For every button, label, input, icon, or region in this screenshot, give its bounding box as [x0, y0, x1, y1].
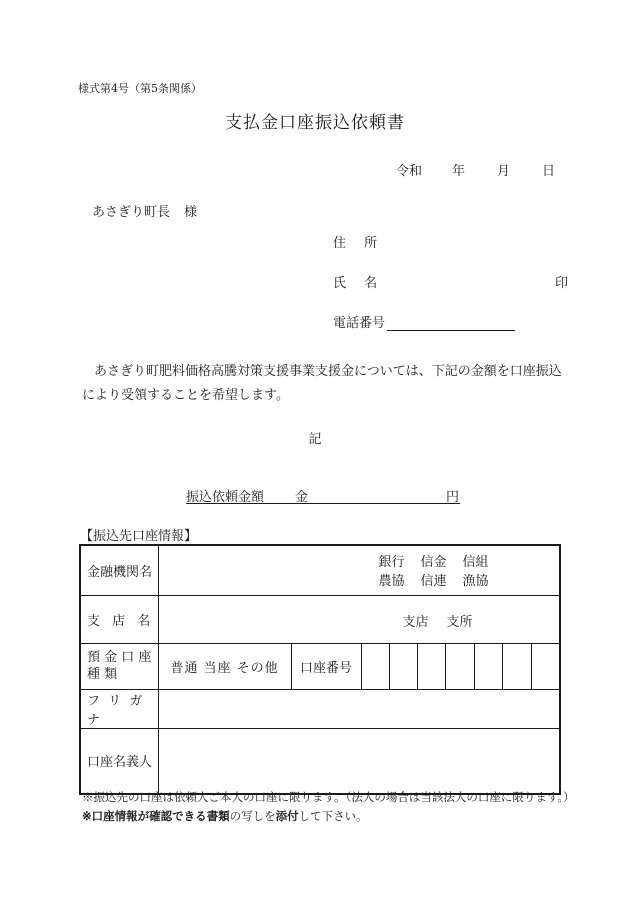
institution-cell[interactable] [158, 545, 560, 595]
account-number-label: 口座番号 [291, 643, 361, 689]
amount-unit: 円 [446, 490, 460, 505]
amount-underline[interactable] [186, 503, 460, 504]
phone-label: 電話番号 [333, 312, 515, 331]
document-title: 支払金口座振込依頼書 [225, 113, 405, 133]
branch-types: 支店 支所 [402, 614, 473, 630]
account-digit-2[interactable] [389, 643, 417, 689]
branch-label: 支 店 名 [80, 595, 158, 643]
seal-mark: 印 [555, 276, 569, 291]
account-holder-cell[interactable] [158, 728, 560, 794]
account-digit-6[interactable] [502, 643, 531, 689]
request-statement: あさぎり町肥料価格高騰対策支援事業支援金については、下記の金額を口座振込により受領することを希望します。 [82, 364, 562, 403]
account-digit-5[interactable] [474, 643, 502, 689]
account-digit-7[interactable] [531, 643, 560, 689]
addressee-honorific: 様 [184, 205, 198, 220]
address-label: 住 所 [333, 236, 385, 251]
section-title: 【振込先口座情報】 [80, 529, 198, 544]
addressee-name: あさぎり町長 [92, 205, 171, 220]
branch-cell[interactable] [158, 595, 560, 643]
institution-types: 銀行 信金 信組 農協 信連 漁協 [378, 555, 489, 589]
phone-line[interactable] [387, 318, 515, 331]
amount-label: 振込依頼金額 [186, 490, 265, 505]
date-era: 令和 [396, 164, 423, 179]
deposit-type-label: 預 金 口 座 種 類 [80, 643, 158, 689]
name-label: 氏 名 [333, 276, 385, 291]
date-month: 月 [497, 164, 511, 179]
furigana-cell[interactable] [158, 689, 560, 728]
account-table [79, 544, 561, 795]
account-digit-1[interactable] [361, 643, 389, 689]
account-digit-3[interactable] [417, 643, 445, 689]
furigana-label: フ リ ガ ナ [80, 689, 158, 728]
ki-heading: 記 [308, 432, 322, 447]
footnote: ※振込先の口座は依頼人ご本人の口座に限ります。（法人の場合は当該法人の口座に限ります。）※口座情報が確認できる書類の写しを添付して下さい。 [82, 790, 575, 823]
deposit-type-options[interactable]: 普通 当座 その他 [158, 643, 291, 689]
date-year: 年 [452, 164, 466, 179]
date-day: 日 [542, 164, 556, 179]
form-number: 様式第4号（第5条関係） [78, 82, 202, 95]
addressee [92, 201, 197, 220]
institution-label: 金融機関名 [80, 545, 158, 595]
account-digit-4[interactable] [445, 643, 474, 689]
amount-prefix: 金 [295, 490, 309, 505]
account-holder-label: 口座名義人 [80, 728, 158, 794]
